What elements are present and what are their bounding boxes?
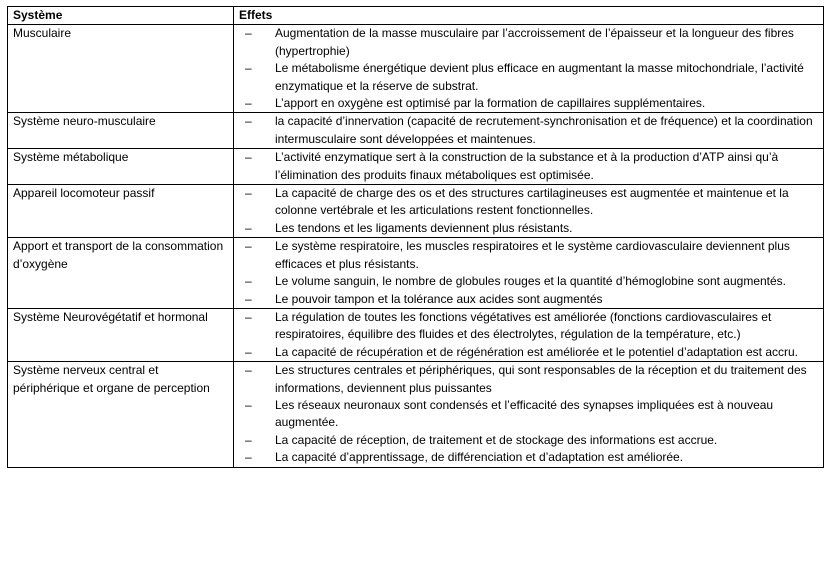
table-row <box>8 113 824 149</box>
list-item: – Les structures centrales et périphériques, qui sont responsables de la réception et du traitement des informations, deviennent plus puissantes <box>245 363 807 395</box>
effects-list <box>242 113 817 148</box>
header-effects: Effets <box>234 7 824 25</box>
effects-cell <box>234 113 824 149</box>
effects-list <box>242 25 817 112</box>
effect-text: Le pouvoir tampon et la tolérance aux acides sont augmentés <box>275 291 603 306</box>
effect-text: Les réseaux neuronaux sont condensés et l’efficacité des synapses impliquées est à nouveau augmentée. <box>275 397 774 430</box>
table-header-row <box>8 7 824 25</box>
document-page <box>7 6 823 468</box>
system-cell: Système nerveux central et périphérique et organe de perception <box>8 362 234 467</box>
list-item: – Le métabolisme énergétique devient plus efficace en augmentant la masse mitochondriale, l’activité enzymatique et la réserve de substrat. <box>245 61 804 93</box>
effect-text: La capacité de charge des os et des structures cartilagineuses est augmentée et maintenue et la colonne vertébrale et les articulations restent fonctionnelles. <box>275 186 789 218</box>
effects-cell <box>234 25 824 113</box>
effect-text: Les structures centrales et périphériques, qui sont responsables de la réception et du traitement des informations, deviennent plus puissantes <box>275 363 807 395</box>
table-row <box>8 149 824 185</box>
effect-text: La capacité de récupération et de régénération est améliorée et le potentiel d’adaptation est accru. <box>275 344 799 359</box>
list-item: – L’apport en oxygène est optimisé par la formation de capillaires supplémentaires. <box>245 96 706 111</box>
effect-text: L’apport en oxygène est optimisé par la formation de capillaires supplémentaires. <box>275 96 706 111</box>
effect-text: L’activité enzymatique sert à la construction de la substance et à la production d’ATP ainsi qu’à l’élimination des produits finaux métaboliques est optimisée. <box>275 150 779 182</box>
effect-text: La capacité de réception, de traitement et de stockage des informations est accrue. <box>275 432 718 447</box>
table-row <box>8 362 824 467</box>
effect-text: La régulation de toutes les fonctions végétatives est améliorée (fonctions cardiovasculaires et respiratoires, équilibre des fluides et des électrolytes, régulation de la température, etc.) <box>275 309 772 342</box>
effects-list <box>242 309 817 361</box>
system-cell: Système métabolique <box>8 149 234 185</box>
list-item: – Le pouvoir tampon et la tolérance aux acides sont augmentés <box>245 291 603 306</box>
list-item: – L’activité enzymatique sert à la construction de la substance et à la production d’ATP ainsi qu’à l’élimination des produits finaux métaboliques est optimisée. <box>245 150 779 182</box>
list-item: – La capacité d’apprentissage, de différenciation et d’adaptation est améliorée. <box>245 450 684 465</box>
effect-text: Les tendons et les ligaments deviennent plus résistants. <box>275 220 573 235</box>
table-row <box>8 308 824 361</box>
list-item: – La capacité de récupération et de régénération est améliorée et le potentiel d’adaptation est accru. <box>245 344 799 359</box>
effects-list <box>242 362 817 466</box>
list-item: – Les tendons et les ligaments deviennent plus résistants. <box>245 220 573 235</box>
effects-list <box>242 149 817 184</box>
header-system: Système <box>8 7 234 25</box>
effects-table <box>7 6 824 468</box>
effect-text: Le métabolisme énergétique devient plus efficace en augmentant la masse mitochondriale, l’activité enzymatique et la réserve de substrat. <box>275 61 804 93</box>
effect-text: Le système respiratoire, les muscles respiratoires et le système cardiovasculaire deviennent plus efficaces et plus résistants. <box>275 239 790 271</box>
effects-cell <box>234 362 824 467</box>
table-row <box>8 25 824 113</box>
system-cell: Apport et transport de la consommation d’oxygène <box>8 238 234 309</box>
list-item: – Le volume sanguin, le nombre de globules rouges et la quantité d’hémoglobine sont augmentés. <box>245 274 787 289</box>
effect-text: Le volume sanguin, le nombre de globules rouges et la quantité d’hémoglobine sont augmentés. <box>275 274 787 289</box>
system-cell: Musculaire <box>8 25 234 113</box>
table-row <box>8 185 824 238</box>
list-item: – Les réseaux neuronaux sont condensés et l’efficacité des synapses impliquées est à nouveau augmentée. <box>245 397 774 430</box>
effect-text: Augmentation de la masse musculaire par l’accroissement de l’épaisseur et la longueur des fibres (hypertrophie) <box>275 26 794 58</box>
effects-cell <box>234 185 824 238</box>
effects-list <box>242 238 817 308</box>
effects-cell <box>234 308 824 361</box>
list-item: – La capacité de charge des os et des structures cartilagineuses est augmentée et maintenue et la colonne vertébrale et les articulations restent fonctionnelles. <box>245 186 789 218</box>
effects-cell <box>234 149 824 185</box>
list-item: – la capacité d’innervation (capacité de recrutement-synchronisation et de fréquence) et la coordination intermusculaire sont développées et maintenues. <box>245 114 813 146</box>
list-item: – La régulation de toutes les fonctions végétatives est améliorée (fonctions cardiovasculaires et respiratoires, équilibre des fluides et des électrolytes, régulation de la température, etc.) <box>245 309 772 342</box>
system-cell: Système Neurovégétatif et hormonal <box>8 308 234 361</box>
effect-text: La capacité d’apprentissage, de différenciation et d’adaptation est améliorée. <box>275 450 684 465</box>
list-item: – Augmentation de la masse musculaire par l’accroissement de l’épaisseur et la longueur des fibres (hypertrophie) <box>245 26 794 58</box>
table-row <box>8 238 824 309</box>
list-item: – La capacité de réception, de traitement et de stockage des informations est accrue. <box>245 432 718 447</box>
system-cell: Système neuro-musculaire <box>8 113 234 149</box>
effect-text: la capacité d’innervation (capacité de recrutement-synchronisation et de fréquence) et la coordination intermusculaire sont développées et maintenues. <box>275 114 813 146</box>
effects-cell <box>234 238 824 309</box>
list-item: – Le système respiratoire, les muscles respiratoires et le système cardiovasculaire deviennent plus efficaces et plus résistants. <box>245 239 790 271</box>
system-cell: Appareil locomoteur passif <box>8 185 234 238</box>
effects-list <box>242 185 817 237</box>
